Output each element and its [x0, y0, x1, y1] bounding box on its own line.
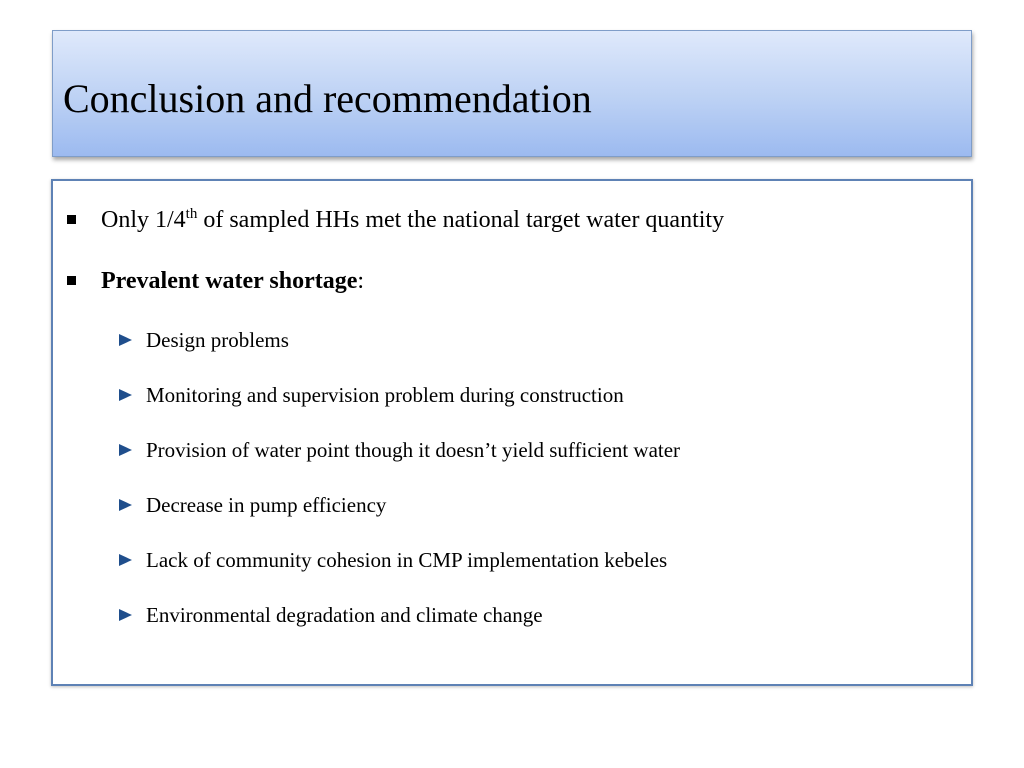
arrow-bullet-icon [119, 334, 132, 346]
arrow-bullet-icon [119, 499, 132, 511]
arrow-bullet-icon [119, 444, 132, 456]
content-placeholder [51, 179, 973, 686]
sub-bullet-text-6: Environmental degradation and climate change [146, 603, 543, 627]
ordinal-superscript: th [185, 206, 198, 222]
arrow-bullet-icon [119, 554, 132, 566]
sub-bullet-text-4: Decrease in pump efficiency [146, 493, 387, 517]
sub-bullet-text-2: Monitoring and supervision problem during construction [146, 383, 624, 407]
bullet-text-2-bold: Prevalent water shortage [101, 268, 358, 294]
bullet-text-1-end: of sampled HHs met the national target water quantity [197, 207, 725, 233]
sub-bullet-text-3: Provision of water point though it doesn’t yield sufficient water [146, 438, 681, 462]
bullet-text-1 [101, 205, 724, 235]
sub-bullet-text-5: Lack of community cohesion in CMP implementation kebeles [146, 548, 668, 572]
arrow-bullet-icon [119, 389, 132, 401]
title-placeholder [52, 30, 972, 157]
bullet-text-2-colon: : [357, 268, 365, 294]
bullet-text-2 [101, 266, 364, 296]
arrow-bullet-icon [119, 609, 132, 621]
square-bullet-icon [67, 276, 76, 285]
bullet-text-1-start: Only 1/4 [101, 207, 186, 233]
slide-title: Conclusion and recommendation [63, 76, 592, 121]
sub-bullet-text-1: Design problems [146, 328, 289, 352]
square-bullet-icon [67, 215, 76, 224]
